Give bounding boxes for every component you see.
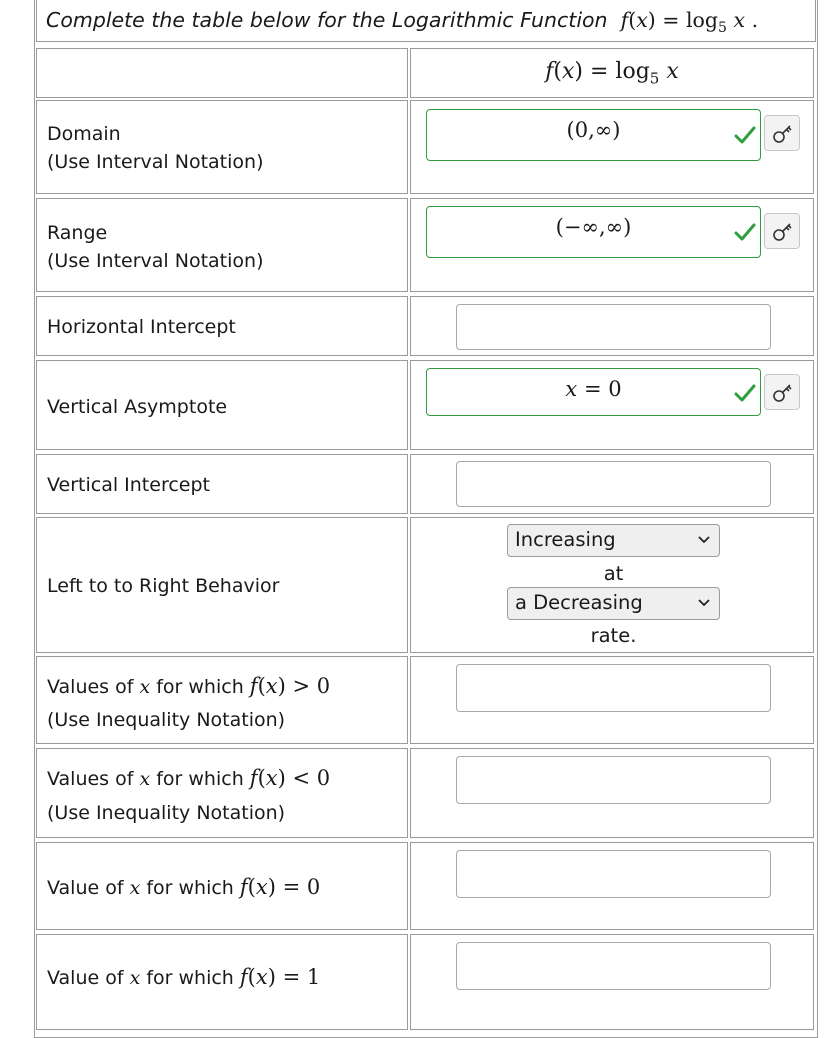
one-expr: f(x) = 1 (239, 965, 321, 989)
negative-mid: for which (150, 768, 250, 790)
domain-answer-cell (410, 100, 814, 194)
behavior-answer-cell (410, 517, 814, 653)
vertical-intercept-answer-cell (410, 454, 814, 514)
positive-fx: x (265, 674, 278, 698)
key-icon (772, 221, 794, 243)
one-label (47, 963, 320, 992)
zero-fx: x (255, 875, 268, 899)
negative-input[interactable] (456, 756, 771, 804)
positive-x: x (139, 676, 151, 698)
negative-expr: f(x) < 0 (249, 766, 331, 790)
one-input[interactable] (456, 942, 771, 990)
header-f: f (545, 59, 554, 84)
header-function: $f(x) = \log_5 x$ (545, 59, 679, 88)
positive-pre: Values of (47, 676, 140, 698)
horizontal-intercept-label-cell (36, 296, 408, 356)
domain-input[interactable] (426, 109, 761, 161)
negative-x: x (139, 768, 151, 790)
horizontal-intercept-answer-cell (410, 296, 814, 356)
behavior-at-text: at (603, 562, 624, 585)
zero-label (47, 873, 320, 902)
domain-value: (0,∞) (566, 118, 621, 142)
one-f: f (239, 965, 248, 989)
positive-expr: f(x) > 0 (249, 674, 331, 698)
positive-label (47, 672, 330, 701)
caption-eq: = (655, 8, 686, 32)
caption-function: $f(x) = \log_5 x$ . (620, 8, 759, 37)
negative-fx: x (265, 766, 278, 790)
range-key-button[interactable] (764, 213, 800, 249)
one-mid: for which (140, 967, 240, 989)
caption-log: log (686, 8, 719, 32)
vertical-asymptote-key-button[interactable] (764, 374, 800, 410)
vertical-intercept-input[interactable] (456, 461, 771, 507)
header-empty-cell (36, 48, 408, 98)
behavior-rate-select[interactable] (507, 587, 720, 620)
vertical-asymptote-label-cell (36, 360, 408, 450)
caption-base: 5 (718, 20, 727, 37)
positive-note: (Use Inequality Notation) (47, 709, 286, 731)
vertical-intercept-label-cell (36, 454, 408, 514)
negative-note: (Use Inequality Notation) (47, 802, 286, 824)
table-caption (36, 0, 816, 42)
zero-rel: = 0 (275, 875, 321, 899)
behavior-direction-select[interactable] (507, 524, 720, 557)
domain-label: Domain (47, 123, 121, 145)
caption-arg: x (733, 8, 746, 32)
vertical-intercept-label: Vertical Intercept (47, 474, 210, 496)
vertical-asymptote-value (427, 377, 760, 401)
header-base: 5 (649, 69, 660, 88)
one-rel: = 1 (275, 965, 321, 989)
one-pre: Value of (47, 967, 130, 989)
chevron-down-icon (698, 599, 710, 607)
horizontal-intercept-label: Horizontal Intercept (47, 316, 236, 338)
key-icon (772, 382, 794, 404)
caption-text: Complete the table below for the Logarithmic Function (46, 8, 608, 32)
negative-rel: < 0 (285, 766, 331, 790)
domain-label-cell (36, 100, 408, 194)
one-x: x (129, 967, 141, 989)
zero-expr: f(x) = 0 (239, 875, 321, 899)
horizontal-intercept-input[interactable] (456, 304, 771, 350)
negative-f: f (249, 766, 258, 790)
negative-pre: Values of (47, 768, 140, 790)
positive-rel: > 0 (285, 674, 331, 698)
range-note: (Use Interval Notation) (47, 250, 264, 272)
range-label: Range (47, 222, 108, 244)
header-x: x (561, 59, 575, 84)
chevron-down-icon (698, 536, 710, 544)
vertical-asymptote-answer-cell (410, 360, 814, 450)
positive-f: f (249, 674, 258, 698)
positive-answer-cell (410, 656, 814, 744)
vertical-asymptote-input[interactable] (426, 368, 761, 416)
one-answer-cell (410, 934, 814, 1030)
behavior-label-cell (36, 517, 408, 653)
zero-answer-cell (410, 842, 814, 930)
negative-label (47, 764, 330, 793)
zero-input[interactable] (456, 850, 771, 898)
zero-x: x (129, 877, 141, 899)
header-log: log (615, 59, 650, 84)
behavior-rate-text: rate. (590, 624, 637, 647)
domain-key-button[interactable] (764, 115, 800, 151)
zero-label-cell (36, 842, 408, 930)
vertical-asymptote-var: x (565, 377, 578, 401)
negative-answer-cell (410, 748, 814, 838)
header-arg: x (666, 59, 679, 84)
header-function-cell (410, 48, 814, 98)
one-fx: x (255, 965, 268, 989)
zero-pre: Value of (47, 877, 130, 899)
checkmark-icon (734, 383, 756, 403)
range-value: (−∞,∞) (555, 215, 632, 239)
vertical-asymptote-rest: = 0 (577, 377, 622, 401)
behavior-label: Left to to Right Behavior (47, 575, 280, 597)
checkmark-icon (734, 125, 756, 145)
behavior-direction-value: Increasing (515, 528, 616, 551)
one-label-cell (36, 934, 408, 1030)
range-answer-cell (410, 198, 814, 292)
negative-label-cell (36, 748, 408, 838)
key-icon (772, 123, 794, 145)
caption-f: f (620, 8, 629, 32)
vertical-asymptote-label: Vertical Asymptote (47, 396, 228, 418)
positive-input[interactable] (456, 664, 771, 712)
positive-mid: for which (150, 676, 250, 698)
behavior-rate-value: a Decreasing (515, 591, 643, 614)
zero-f: f (239, 875, 248, 899)
range-input[interactable] (426, 206, 761, 258)
header-eq: = (583, 59, 616, 84)
caption-x: x (636, 8, 648, 32)
caption-end: . (745, 8, 759, 32)
positive-label-cell (36, 656, 408, 744)
domain-note: (Use Interval Notation) (47, 151, 264, 173)
range-label-cell (36, 198, 408, 292)
zero-mid: for which (140, 877, 240, 899)
checkmark-icon (734, 222, 756, 242)
